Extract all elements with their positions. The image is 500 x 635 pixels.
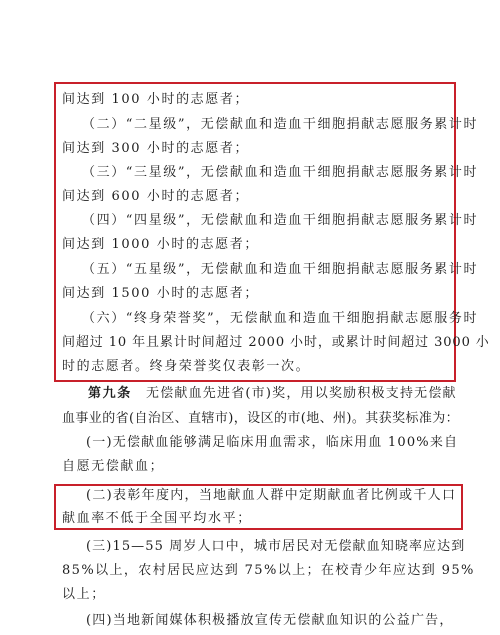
- doc-line: 间达到 1000 小时的志愿者；: [62, 237, 259, 252]
- doc-line: 自愿无偿献血；: [62, 459, 165, 474]
- doc-line: 间达到 100 小时的志愿者；: [62, 92, 250, 107]
- doc-line: (一)无偿献血能够满足临床用血需求，临床用血 100%来自: [86, 435, 459, 450]
- doc-line: 间达到 1500 小时的志愿者；: [62, 286, 259, 301]
- doc-line: 间达到 600 小时的志愿者；: [62, 189, 250, 204]
- doc-line: 时的志愿者。终身荣誉奖仅表彰一次。: [62, 359, 311, 374]
- doc-line: （二）“二星级”，无偿献血和造血干细胞捐献志愿服务累计时: [82, 117, 479, 132]
- doc-line: （三）“三星级”，无偿献血和造血干细胞捐献志愿服务累计时: [82, 165, 479, 180]
- doc-line: 间超过 10 年且累计时间超过 2000 小时，或累计时间超过 3000 小: [62, 335, 490, 350]
- doc-line: 无偿献血先进省(市)奖，用以奖励积极支持无偿献: [146, 386, 457, 401]
- doc-line: 献血率不低于全国平均水平；: [62, 511, 252, 526]
- doc-line: 85%以上，农村居民应达到 75%以上；在校青少年应达到 95%: [62, 563, 475, 578]
- doc-line: 血事业的省(自治区、直辖市)，设区的市(地、州)。其获奖标准为：: [62, 411, 460, 426]
- doc-line: （四）“四星级”，无偿献血和造血干细胞捐献志愿服务累计时: [82, 213, 479, 228]
- doc-line: 间达到 300 小时的志愿者；: [62, 141, 250, 156]
- doc-line: 以上；: [62, 587, 106, 602]
- doc-line: (四)当地新闻媒体积极播放宣传无偿献血知识的公益广告，: [86, 613, 454, 628]
- doc-line: （六）“终身荣誉奖”，无偿献血和造血干细胞捐献志愿服务时: [82, 311, 479, 326]
- doc-line: （五）“五星级”，无偿献血和造血干细胞捐献志愿服务累计时: [82, 262, 479, 277]
- article-nine-heading: 第九条: [88, 386, 132, 401]
- doc-line: (二)表彰年度内，当地献血人群中定期献血者比例或千人口: [86, 488, 457, 503]
- doc-line: (三)15—55 周岁人口中，城市居民对无偿献血知晓率应达到: [86, 539, 466, 554]
